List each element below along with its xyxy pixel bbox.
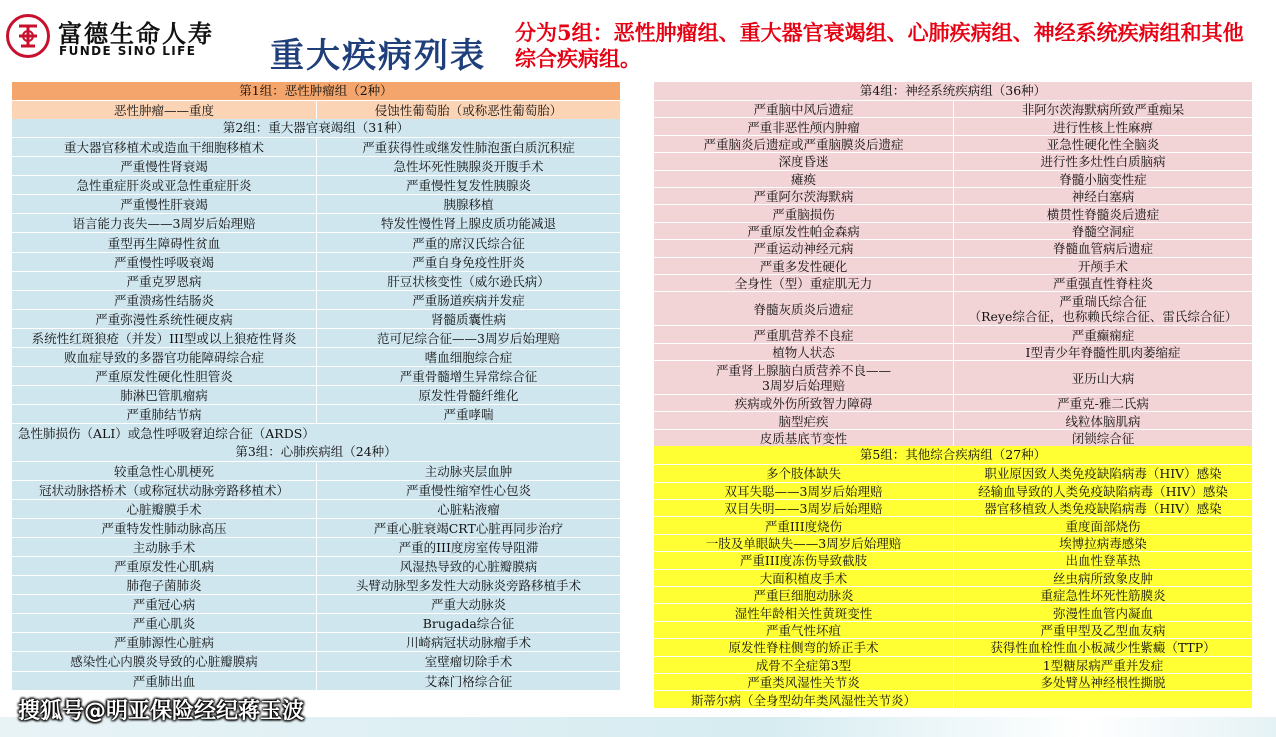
disease-cell: 严重心肌炎 (12, 614, 316, 632)
disease-cell: 丝虫病所致象皮肿 (953, 570, 1252, 586)
disease-cell: 埃博拉病毒感染 (953, 535, 1252, 551)
disease-cell: 进行性多灶性白质脑病 (953, 153, 1252, 169)
disease-cell: 严重心脏衰竭CRT心脏再同步治疗 (316, 519, 620, 537)
table-row (12, 404, 620, 423)
group-5-other-diseases (654, 446, 1252, 707)
disease-cell: 严重哮喘 (316, 405, 620, 423)
disease-cell: 严重强直性脊柱炎 (953, 275, 1252, 291)
brand-name-cn: 富德生命人寿 (58, 19, 214, 48)
disease-cell: 双目失明——3周岁后始理赔 (654, 500, 953, 516)
group-heading: 第5组：其他综合疾病组（27种） (654, 446, 1252, 464)
disease-cell: 心脏瓣膜手术 (12, 500, 316, 518)
disease-cell: 开颅手术 (953, 258, 1252, 274)
table-row (12, 537, 620, 556)
disease-cell: 重型再生障碍性贫血 (12, 233, 316, 251)
disease-cell: 严重自身免疫性肝炎 (316, 253, 620, 271)
table-row (12, 556, 620, 575)
disease-cell: 严重克罗恩病 (12, 272, 316, 290)
table-row (12, 156, 620, 175)
disease-cell: 严重III度冻伤导致截肢 (654, 552, 953, 568)
group-heading: 第4组：神经系统疾病组（36种） (654, 82, 1252, 100)
disease-cell: 严重弥漫性系统性硬皮病 (12, 310, 316, 328)
disease-cell: 急性肺损伤（ALI）或急性呼吸窘迫综合征（ARDS） (12, 424, 620, 442)
page-title: 重大疾病列表 (270, 36, 486, 76)
disease-cell: 严重类风湿性关节炎 (654, 674, 953, 690)
disease-cell: 严重非恶性颅内肿瘤 (654, 118, 953, 134)
table-row (12, 613, 620, 632)
disease-cell: 严重甲型及乙型血友病 (953, 622, 1252, 638)
watermark: 搜狐号@明亚保险经纪蒋玉波 (18, 699, 305, 724)
table-row (654, 586, 1252, 603)
group-4-nervous-system (654, 82, 1252, 446)
disease-cell: 脑型疟疾 (654, 412, 953, 428)
disease-cell: 严重肺源性心脏病 (12, 633, 316, 651)
table-row (654, 291, 1252, 325)
disease-cell: 艾森门格综合征 (316, 672, 620, 690)
table-row (12, 252, 620, 271)
table-row (654, 621, 1252, 638)
disease-cell: 神经白塞病 (953, 188, 1252, 204)
disease-cell: 严重肺出血 (12, 672, 316, 690)
disease-cell: 主动脉手术 (12, 538, 316, 556)
table-row (654, 411, 1252, 428)
table-row (12, 518, 620, 537)
table-row (654, 394, 1252, 411)
table-row (12, 232, 620, 251)
table-row (654, 152, 1252, 169)
disease-cell: 重度面部烧伤 (953, 517, 1252, 533)
group-2-organ-failure (12, 119, 620, 443)
disease-cell: 严重瑞氏综合征 （Reye综合征，也称赖氏综合征、雷氏综合征） (953, 292, 1252, 325)
table-row (654, 603, 1252, 620)
disease-cell: 心脏粘液瘤 (316, 500, 620, 518)
table-row (654, 135, 1252, 152)
disease-cell: 严重原发性帕金森病 (654, 223, 953, 239)
table-row (654, 360, 1252, 394)
disease-cell: 1型糖尿病严重并发症 (953, 657, 1252, 673)
table-row (654, 569, 1252, 586)
disease-cell: 重大器官移植术或造血干细胞移植术 (12, 138, 316, 156)
disease-cell: 成骨不全症第3型 (654, 657, 953, 673)
disease-cell: 较重急性心肌梗死 (12, 462, 316, 480)
table-row (12, 385, 620, 404)
disease-cell: 川崎病冠状动脉瘤手术 (316, 633, 620, 651)
disease-cell: 严重慢性肾衰竭 (12, 157, 316, 175)
disease-cell: I型青少年脊髓性肌肉萎缩症 (953, 344, 1252, 360)
table-row (12, 309, 620, 328)
disease-cell: 严重慢性肝衰竭 (12, 195, 316, 213)
disease-cell: 严重的席汉氏综合征 (316, 233, 620, 251)
table-row (12, 347, 620, 366)
table-row (654, 204, 1252, 221)
table-row (12, 328, 620, 347)
left-table (12, 82, 620, 690)
brand-mark-icon (6, 14, 50, 58)
disease-cell: 植物人状态 (654, 344, 953, 360)
table-row (12, 194, 620, 213)
disease-cell: 侵蚀性葡萄胎（或称恶性葡萄胎） (316, 101, 620, 119)
table-row (654, 690, 1252, 707)
disease-cell: 严重III度烧伤 (654, 517, 953, 533)
disease-cell: 多处臂丛神经根性撕脱 (953, 674, 1252, 690)
disease-cell: 严重的III度房室传导阻滞 (316, 538, 620, 556)
disease-cell: 获得性血栓性血小板减少性紫癜（TTP） (953, 639, 1252, 655)
group-1-malignant-tumor (12, 82, 620, 119)
table-row (12, 290, 620, 309)
table-row (654, 499, 1252, 516)
disease-cell: 闭锁综合征 (953, 430, 1252, 446)
disease-cell: 亚急性硬化性全脑炎 (953, 136, 1252, 152)
disease-cell: 嗜血细胞综合症 (316, 348, 620, 366)
table-row (654, 656, 1252, 673)
disease-cell: 严重慢性缩窄性心包炎 (316, 481, 620, 499)
disease-cell: 器官移植致人类免疫缺陷病毒（HIV）感染 (953, 500, 1252, 516)
disease-cell: 严重溃疡性结肠炎 (12, 291, 316, 309)
disease-cell: 大面积植皮手术 (654, 570, 953, 586)
table-row (12, 461, 620, 480)
disease-cell: 严重特发性肺动脉高压 (12, 519, 316, 537)
table-row (654, 534, 1252, 551)
disease-cell: 严重肌营养不良症 (654, 326, 953, 342)
disease-cell: 严重慢性复发性胰腺炎 (316, 176, 620, 194)
disease-cell: 严重肠道疾病并发症 (316, 291, 620, 309)
disease-cell: 出血性登革热 (953, 552, 1252, 568)
disease-cell: 非阿尔茨海默病所致严重痴呆 (953, 101, 1252, 117)
disease-cell: 肝豆状核变性（威尔逊氏病） (316, 272, 620, 290)
disease-cell: 亚历山大病 (953, 361, 1252, 394)
disease-cell: 瘫痪 (654, 171, 953, 187)
disease-cell: 疾病或外伤所致智力障碍 (654, 395, 953, 411)
disease-cell: 全身性（型）重症肌无力 (654, 275, 953, 291)
table-row (654, 257, 1252, 274)
table-row (12, 651, 620, 670)
disease-cell: 胰腺移植 (316, 195, 620, 213)
table-row (654, 464, 1252, 481)
disease-cell: 严重脑中风后遗症 (654, 101, 953, 117)
table-row (12, 671, 620, 690)
table-row (654, 429, 1252, 446)
group-heading: 第1组：恶性肿瘤组（2种） (12, 82, 620, 100)
table-row (654, 222, 1252, 239)
disease-cell: 一肢及单眼缺失——3周岁后始理赔 (654, 535, 953, 551)
disease-cell: 严重慢性呼吸衰竭 (12, 253, 316, 271)
disease-cell: 严重脑炎后遗症或严重脑膜炎后遗症 (654, 136, 953, 152)
table-row (12, 499, 620, 518)
disease-cell: 严重克-雅二氏病 (953, 395, 1252, 411)
disease-cell: 败血症导致的多器官功能障碍综合症 (12, 348, 316, 366)
disease-cell: 原发性脊柱侧弯的矫正手术 (654, 639, 953, 655)
disease-cell: 多个肢体缺失 (654, 465, 953, 481)
table-row (654, 325, 1252, 342)
disease-cell: 经输血导致的人类免疫缺陷病毒（HIV）感染 (953, 483, 1252, 499)
group-heading: 第2组：重大器官衰竭组（31种） (12, 119, 620, 137)
disease-cell: 系统性红斑狼疮（并发）III型或以上狼疮性肾炎 (12, 329, 316, 347)
table-row (654, 239, 1252, 256)
disease-cell: 急性重症肝炎或亚急性重症肝炎 (12, 176, 316, 194)
disease-cell: 肺淋巴管肌瘤病 (12, 386, 316, 404)
disease-cell: 严重气性坏疽 (654, 622, 953, 638)
disease-cell: 语言能力丧失——3周岁后始理赔 (12, 214, 316, 232)
disease-cell: 严重肾上腺脑白质营养不良—— 3周岁后始理赔 (654, 361, 953, 394)
disease-cell: 严重巨细胞动脉炎 (654, 587, 953, 603)
table-row (654, 187, 1252, 204)
disease-cell: 室壁瘤切除手术 (316, 652, 620, 670)
table-row (654, 482, 1252, 499)
table-row (12, 594, 620, 613)
disease-cell: 头臂动脉型多发性大动脉炎旁路移植手术 (316, 576, 620, 594)
table-row (12, 366, 620, 385)
disease-cell: 严重骨髓增生异常综合征 (316, 367, 620, 385)
disease-cell: 严重阿尔茨海默病 (654, 188, 953, 204)
disease-cell: 重症急性坏死性筋膜炎 (953, 587, 1252, 603)
disease-cell: 原发性骨髓纤维化 (316, 386, 620, 404)
page-subtitle: 分为5组：恶性肿瘤组、重大器官衰竭组、心肺疾病组、神经系统疾病组和其他综合疾病组。 (515, 20, 1244, 71)
right-table (654, 82, 1252, 708)
disease-cell: 特发性慢性肾上腺皮质功能减退 (316, 214, 620, 232)
disease-cell: 职业原因致人类免疫缺陷病毒（HIV）感染 (953, 465, 1252, 481)
table-row (654, 638, 1252, 655)
disease-cell: 脊髓小脑变性症 (953, 171, 1252, 187)
disease-cell: 双耳失聪——3周岁后始理赔 (654, 483, 953, 499)
disease-cell: 横贯性脊髓炎后遗症 (953, 205, 1252, 221)
disease-cell: 肺孢子菌肺炎 (12, 576, 316, 594)
table-row (654, 343, 1252, 360)
disease-cell: 进行性核上性麻痹 (953, 118, 1252, 134)
disease-cell: 湿性年龄相关性黄斑变性 (654, 604, 953, 620)
disease-cell: 严重冠心病 (12, 595, 316, 613)
disease-cell: 严重脑损伤 (654, 205, 953, 221)
disease-cell: 冠状动脉搭桥术（或称冠状动脉旁路移植术） (12, 481, 316, 499)
disease-cell: 脊髓空洞症 (953, 223, 1252, 239)
table-row (12, 213, 620, 232)
disease-cell: 脊髓血管病后遗症 (953, 240, 1252, 256)
table-row (654, 117, 1252, 134)
table-row (12, 575, 620, 594)
table-row (654, 274, 1252, 291)
disease-cell: 严重获得性或继发性肺泡蛋白质沉积症 (316, 138, 620, 156)
disease-cell: 皮质基底节变性 (654, 430, 953, 446)
disease-cell: 深度昏迷 (654, 153, 953, 169)
disease-cell: 脊髓灰质炎后遗症 (654, 292, 953, 325)
disease-cell: 范可尼综合征——3周岁后始理赔 (316, 329, 620, 347)
table-row (654, 673, 1252, 690)
disease-cell: 恶性肿瘤——重度 (12, 101, 316, 119)
disease-cell: 严重原发性硬化性胆管炎 (12, 367, 316, 385)
table-row (654, 551, 1252, 568)
disease-cell: 严重多发性硬化 (654, 258, 953, 274)
disease-cell: 斯蒂尔病（全身型幼年类风湿性关节炎） (654, 691, 953, 707)
table-row (12, 175, 620, 194)
disease-cell: 主动脉夹层血肿 (316, 462, 620, 480)
table-row (654, 170, 1252, 187)
table-row (12, 480, 620, 499)
group-heading: 第3组：心肺疾病组（24种） (12, 443, 620, 461)
table-row (654, 100, 1252, 117)
brand-logo (6, 10, 214, 62)
table-row (12, 100, 620, 119)
disease-cell: 感染性心内膜炎导致的心脏瓣膜病 (12, 652, 316, 670)
table-row (12, 271, 620, 290)
table-row (12, 632, 620, 651)
disease-cell: 严重运动神经元病 (654, 240, 953, 256)
disease-cell: 严重大动脉炎 (316, 595, 620, 613)
disease-cell (953, 691, 1252, 707)
group-3-heart-lung (12, 443, 620, 690)
disease-cell: 严重肺结节病 (12, 405, 316, 423)
table-row (654, 516, 1252, 533)
disease-cell: 肾髓质囊性病 (316, 310, 620, 328)
disease-cell: Brugada综合征 (316, 614, 620, 632)
disease-cell: 弥漫性血管内凝血 (953, 604, 1252, 620)
table-row (12, 137, 620, 156)
disease-cell: 风湿热导致的心脏瓣膜病 (316, 557, 620, 575)
brand-name-en: FUNDE SINO LIFE (59, 44, 197, 58)
disease-cell: 严重原发性心肌病 (12, 557, 316, 575)
disease-cell: 严重癫痫症 (953, 326, 1252, 342)
disease-cell: 急性坏死性胰腺炎开腹手术 (316, 157, 620, 175)
table-row (12, 423, 620, 442)
disease-cell: 线粒体脑肌病 (953, 412, 1252, 428)
